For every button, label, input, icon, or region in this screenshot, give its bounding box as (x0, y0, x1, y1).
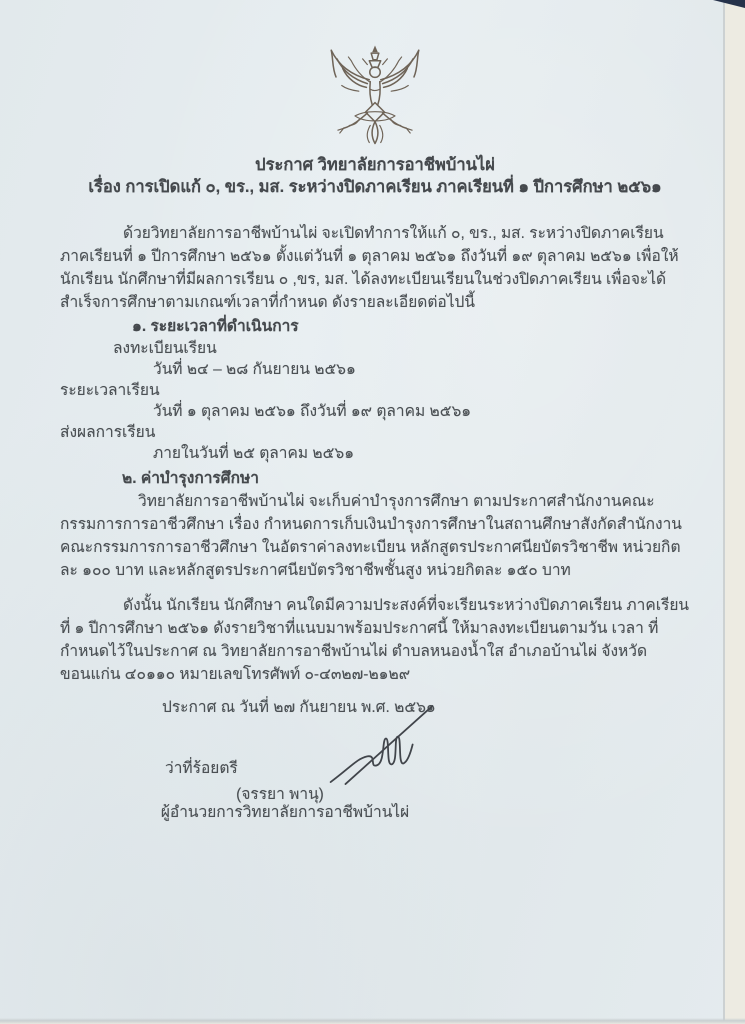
page-content (60, 0, 690, 839)
closing-paragraph: ดังนั้น นักเรียน นักศึกษา คนใดมีความประสงค์ที่จะเรียนระหว่างปิดภาคเรียน ภาคเรียนที่ ๑ ปีการศึกษา ๒๕๖๑ ดังรายวิชาที่แนบมาพร้อมประกาศนี้ ให้มาลงทะเบียนตามวัน เวลา ที่กำหนดไว้ในประกาศ ณ วิทยาลัยการอาชีพบ้านไผ่ ตำบลหนองน้ำใส อำเภอบ้านไผ่ จังหวัดขอนแก่น ๔๐๑๑๐ หมายเลขโทรศัพท์ ๐-๔๓๒๗-๒๑๒๙ (60, 597, 690, 683)
signature-block (60, 719, 690, 839)
signer-name: (จรรยา พานุ) (236, 786, 324, 803)
study-period-label: ระยะเวลาเรียน (60, 382, 160, 399)
section-1-heading: ๑. ระยะเวลาที่ดำเนินการ (132, 318, 299, 335)
signature-scribble (326, 703, 438, 787)
study-period-dates: วันที่ ๑ ตุลาคม ๒๕๖๑ ถึงวันที่ ๑๙ ตุลาคม ๒๕๖๑ (153, 403, 472, 420)
tuition-paragraph: วิทยาลัยการอาชีพบ้านไผ่ จะเก็บค่าบำรุงการศึกษา ตามประกาศสำนักงานคณะกรรมการการอาชีวศึกษา เรื่อง กำหนดการเก็บเงินบำรุงการศึกษาในสถานศึกษาสังกัดสำนักงานคณะกรรมการการอาชีวศึกษา ในอัตราค่าลงทะเบียน หลักสูตรประกาศนียบัตรวิชาชีพ หน่วยกิตละ ๑๐๐ บาท และหลักสูตรประกาศนียบัตรวิชาชีพชั้นสูง หน่วยกิตละ ๑๕๐ บาท (60, 493, 682, 579)
page-bottom-edge (0, 1018, 745, 1024)
registration-dates: วันที่ ๒๔ – ๒๘ กันยายน ๒๕๖๑ (153, 361, 356, 378)
grade-submission-label: ส่งผลการเรียน (60, 424, 156, 441)
document-title: ประกาศ วิทยาลัยการอาชีพบ้านไผ่ (255, 156, 495, 174)
signer-position: ผู้อำนวยการวิทยาลัยการอาชีพบ้านไผ่ (160, 804, 410, 821)
issued-date-line: ประกาศ ณ วันที่ ๒๗ กันยายน พ.ศ. ๒๕๖๑ (162, 699, 436, 716)
scanner-edge-strip (723, 0, 745, 1024)
subject-line: เรื่อง การเปิดแก้ ๐, ขร., มส. ระหว่างปิดภาคเรียน ภาคเรียนที่ ๑ ปีการศึกษา ๒๕๖๑ (88, 178, 662, 196)
intro-paragraph: ด้วยวิทยาลัยการอาชีพบ้านไผ่ จะเปิดทำการให้แก้ ๐, ขร., มส. ระหว่างปิดภาคเรียน ภาคเรียนที่ ๑ ปีการศึกษา ๒๕๖๑ ตั้งแต่วันที่ ๑ ตุลาคม ๒๕๖๑ ถึงวันที่ ๑๙ ตุลาคม ๒๕๖๑ เพื่อให้นักเรียน นักศึกษาที่มีผลการเรียน ๐ ,ขร, มส. ได้ลงทะเบียนเรียนในช่วงปิดภาคเรียน เพื่อจะได้สำเร็จการศึกษาตามเกณฑ์เวลาที่กำหนด ดังรายละเอียดต่อไปนี้ (60, 225, 679, 311)
grade-submission-date: ภายในวันที่ ๒๕ ตุลาคม ๒๕๖๑ (153, 445, 355, 462)
section-2-heading: ๒. ค่าบำรุงการศึกษา (122, 470, 259, 487)
garuda-emblem (317, 40, 433, 150)
signer-rank: ว่าที่ร้อยตรี (165, 760, 238, 777)
registration-label: ลงทะเบียนเรียน (113, 340, 217, 357)
